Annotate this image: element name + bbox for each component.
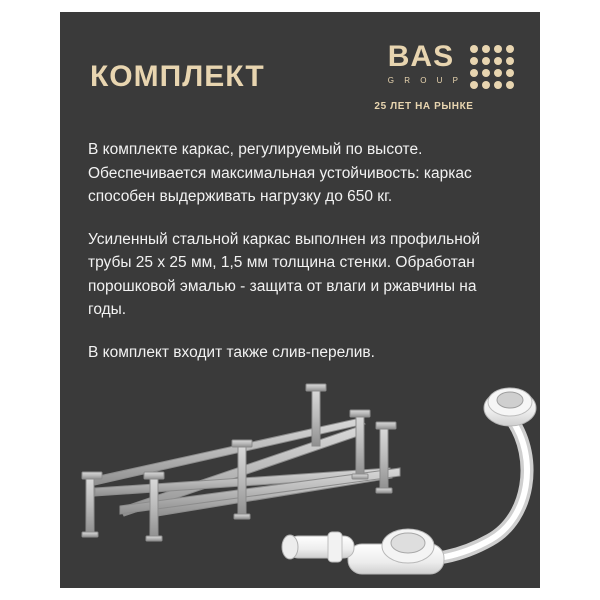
- logo-subtitle: G R O U P: [387, 76, 462, 85]
- logo-tagline: 25 ЛЕТ НА РЫНКЕ: [374, 101, 474, 112]
- logo-dots-icon: [470, 45, 514, 89]
- description-paragraph: Усиленный стальной каркас выполнен из профильной трубы 25 х 25 мм, 1,5 мм толщина стенки. Обработан порошковой эмалью - защита от влаги и ржавчины на годы.: [88, 230, 481, 319]
- logo-wordmark: BAS: [387, 40, 455, 73]
- page-title: КОМПЛЕКТ: [90, 60, 265, 93]
- product-illustration: [60, 328, 540, 588]
- logo-row: [334, 42, 514, 89]
- description-paragraph: В комплект входит также слив-перелив.: [88, 343, 375, 361]
- bath-frame-icon: [82, 384, 400, 541]
- brand-logo: [334, 42, 514, 112]
- product-card: [60, 12, 540, 588]
- description-paragraph: В комплекте каркас, регулируемый по высоте. Обеспечивается максимальная устойчивость: каркас способен выдерживать нагрузку до 650 кг.: [88, 141, 472, 206]
- logo-wordmark-block: [388, 42, 462, 85]
